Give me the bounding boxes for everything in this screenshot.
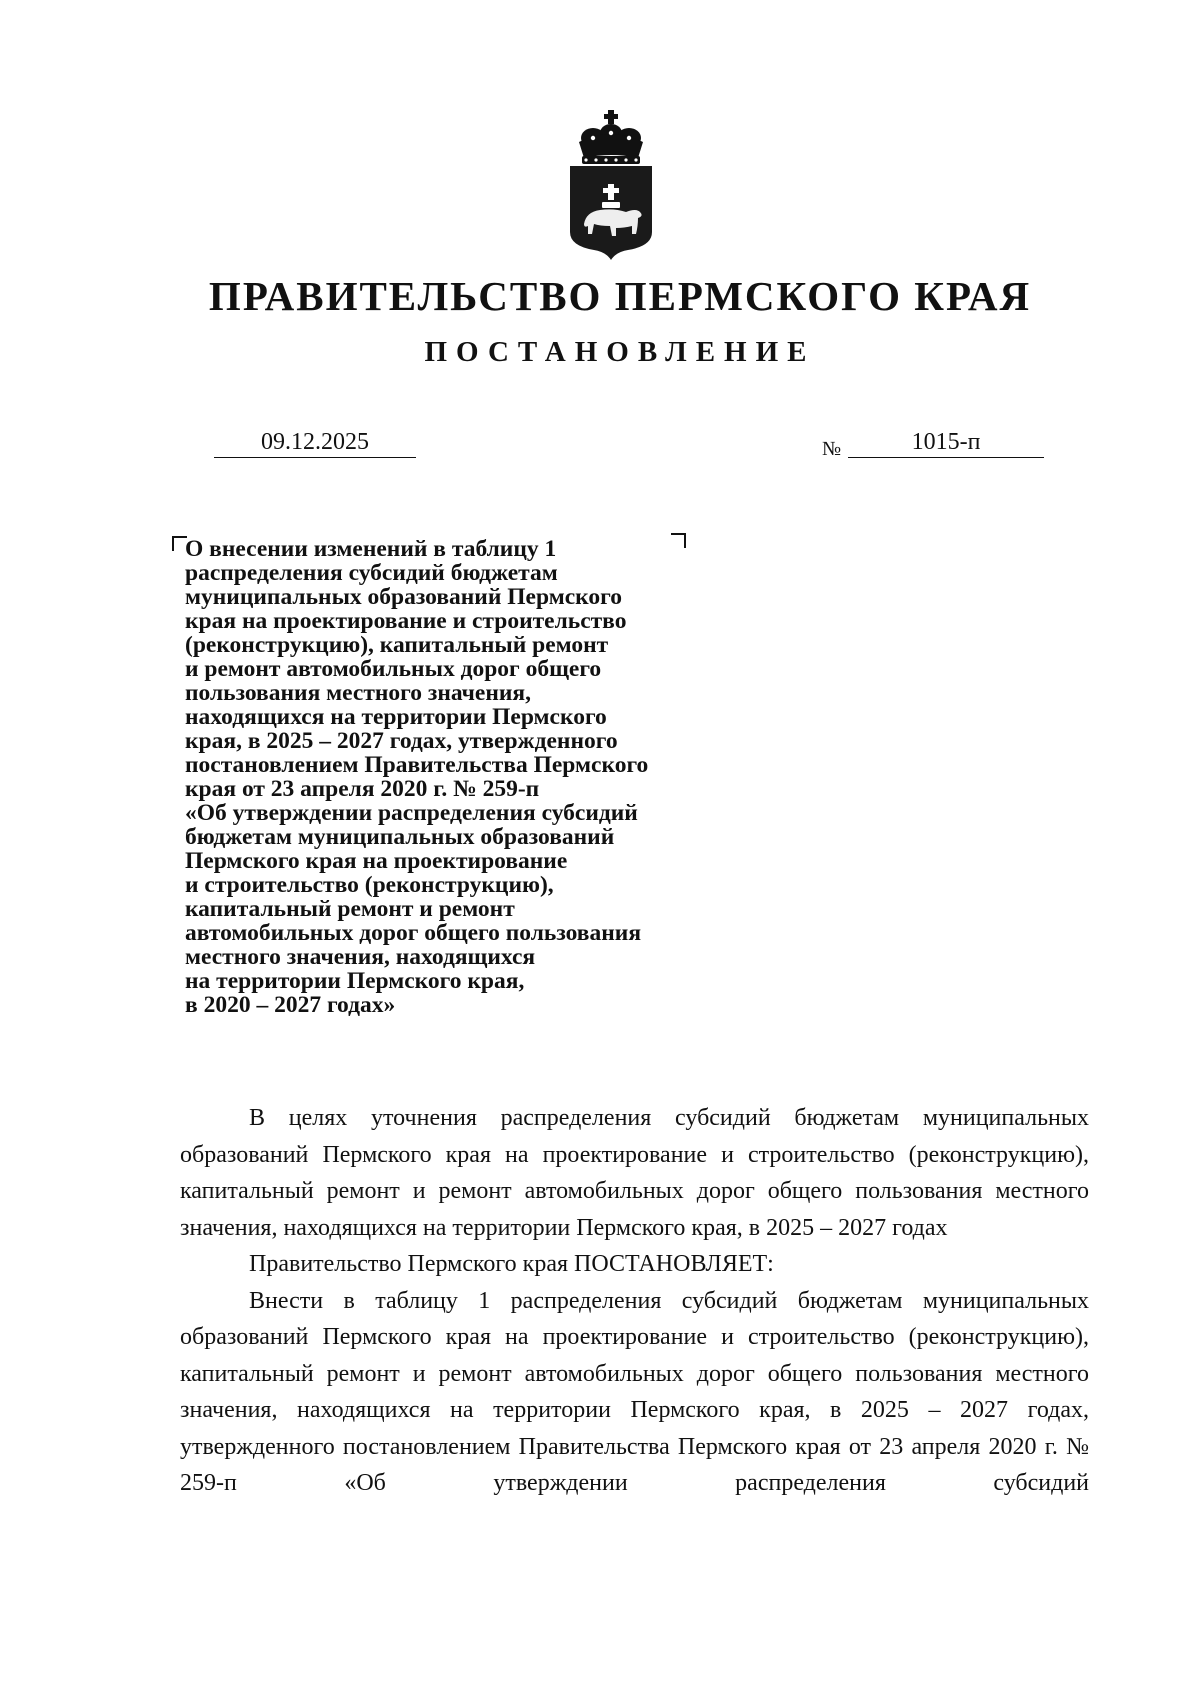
subject-line: (реконструкцию), капитальный ремонт <box>185 632 609 658</box>
document-number: 1015-п <box>848 427 1044 458</box>
subject-line: бюджетам муниципальных образований <box>185 824 615 850</box>
document-body <box>180 1100 1089 1502</box>
document-subject <box>185 537 745 1017</box>
body-paragraph-preamble: В целях уточнения распределения субсидий бюджетам муниципальных образований Пермского края на проектирование и строительство (реконструкцию), капитальный ремонт и ремонт автомобильных дорог общего пользования местного значения, находящихся на территории Пермского края, в 2025 – 2027 годах <box>180 1105 1089 1241</box>
number-sign: № <box>822 438 842 460</box>
subject-line: и строительство (реконструкцию), <box>185 872 554 898</box>
subject-line: края от 23 апреля 2020 г. № 259-п <box>185 776 540 802</box>
subject-line: местного значения, находящихся <box>185 944 536 970</box>
subject-line: муниципальных образований Пермского <box>185 584 622 610</box>
government-title: ПРАВИТЕЛЬСТВО ПЕРМСКОГО КРАЯ <box>208 273 1032 319</box>
subject-line: капитальный ремонт и ремонт <box>185 896 515 922</box>
subject-line: находящихся на территории Пермского <box>185 704 607 730</box>
body-paragraph-decision: Внести в таблицу 1 распределения субсидий бюджетам муниципальных образований Пермского края на проектирование и строительство (реконструкцию), капитальный ремонт и ремонт автомобильных дорог общего пользования местного значения, находящихся на территории Пермского края, в 2025 – 2027 годах, утвержденного постановлением Правительства Пермского края от 23 апреля 2020 г. № 259-п «Об утверждении распределения субсидий <box>180 1287 1089 1496</box>
body-paragraph-resolution: Правительство Пермского края ПОСТАНОВЛЯЕТ: <box>249 1251 774 1277</box>
document-type: ПОСТАНОВЛЕНИЕ <box>424 336 816 368</box>
subject-line: в 2020 – 2027 годах» <box>185 992 396 1018</box>
subject-line: постановлением Правительства Пермского <box>185 752 649 778</box>
subject-line: края на проектирование и строительство <box>185 608 627 634</box>
subject-line: О внесении изменений в таблицу 1 <box>185 536 557 562</box>
subject-line: края, в 2025 – 2027 годах, утвержденного <box>185 728 618 754</box>
subject-line: пользования местного значения, <box>185 680 532 706</box>
subject-line: «Об утверждении распределения субсидий <box>185 800 638 826</box>
subject-line: на территории Пермского края, <box>185 968 525 994</box>
subject-line: Пермского края на проектирование <box>185 848 568 874</box>
perm-krai-coat-of-arms-icon <box>566 108 656 260</box>
subject-line: автомобильных дорог общего пользования <box>185 920 642 946</box>
subject-line: и ремонт автомобильных дорог общего <box>185 656 602 682</box>
subject-line: распределения субсидий бюджетам <box>185 560 558 586</box>
document-date: 09.12.2025 <box>214 427 416 458</box>
